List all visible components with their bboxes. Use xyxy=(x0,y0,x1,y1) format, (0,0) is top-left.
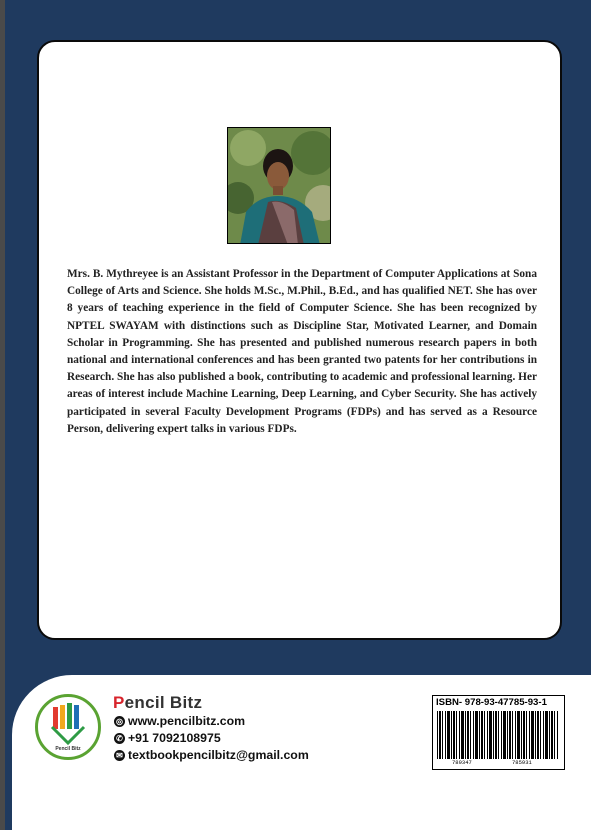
author-photo xyxy=(227,127,331,244)
barcode-digits-right: 785931 xyxy=(512,759,532,766)
phone-row[interactable] xyxy=(114,731,221,745)
website-link[interactable]: www.pencilbitz.com xyxy=(128,714,246,728)
author-bio: Mrs. B. Mythreyee is an Assistant Professor in the Department of Computer Applications at Sona College of Arts and Science. She holds M.Sc., M.Phil., B.Ed., and has qualified NET. She has over 8 years of teaching experience in the field of Computer Science. She has been recognized by NPTEL SWAYAM with distinctions such as Discipline Star, Motivated Learner, and Domain Scholar in Programming. She has presented and published numerous research papers in both national and international conferences and has been granted two patents for her contributions in Research. She has also published a book, contributing to academic and professional learning. Her areas of interest include Machine Learning, Deep Learning, and Cyber Security. She has actively participated in several Faculty Development Programs (FDPs) and has served as a Resource Person, delivering expert talks in various FDPs. xyxy=(67,268,537,435)
email-row[interactable] xyxy=(114,748,309,762)
website-row[interactable] xyxy=(114,714,245,728)
publisher-name-initial: P xyxy=(113,693,125,712)
publisher-name xyxy=(113,693,202,713)
barcode-digits-left: 789347 xyxy=(452,759,472,766)
logo-text: Pencil Bitz xyxy=(55,746,81,752)
publisher-logo xyxy=(35,694,101,760)
isbn-label: ISBN- 978-93-47785-93-1 xyxy=(436,697,547,708)
pencil-bitz-logo-icon xyxy=(38,697,98,757)
spine-edge xyxy=(0,0,5,830)
publisher-name-rest: encil Bitz xyxy=(124,693,203,712)
email-icon: ✉ xyxy=(114,750,125,761)
phone-icon: ✆ xyxy=(114,733,125,744)
phone-number[interactable]: +91 7092108975 xyxy=(128,731,221,745)
barcode xyxy=(437,711,559,759)
email-address[interactable]: textbookpencilbitz@gmail.com xyxy=(128,748,309,762)
author-photo-image xyxy=(228,128,331,244)
globe-icon: ◎ xyxy=(114,716,125,727)
